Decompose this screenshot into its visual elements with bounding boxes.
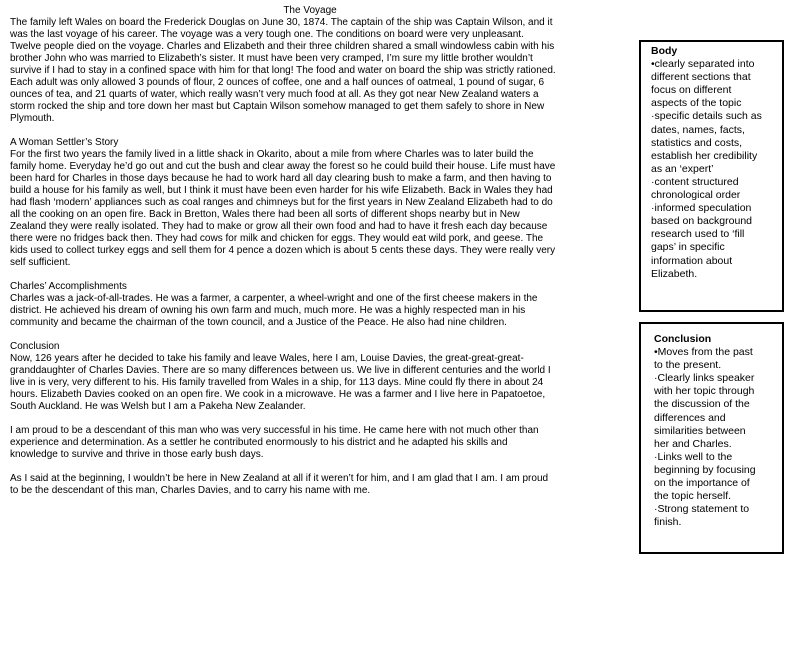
body-annotation-heading: Body	[651, 45, 678, 57]
settler-heading: A Woman Settler’s Story	[10, 137, 119, 148]
voyage-paragraph: The family left Wales on board the Frederick Douglas on June 30, 1874. The captain of the ship was Captain Wilson, and it was the last voyage of his career. The voyage was a very tough one. The conditions on board were very unpleasant. Twelve people died on the voyage. Charles and Elizabeth and their three children shared a small windowless cabin with his brother John who was married to Elizabeth’s sister. It must have been very cramped, I’m sure my little brother wouldn’t survive if I had to stay in a confined space with him for that long! The food and water on board the ship was strictly rationed. Each adult was only allowed 3 pounds of flour, 2 ounces of coffee, one and a half ounces of oatmeal, 1 pound of sugar, 6 ounces of tea, and 21 quarts of water, which really wasn’t very much food at all. As they got near New Zealand waters a storm rocked the ship and tore down her mast but Captain Wilson somehow managed to get them safely to shore in New Plymouth.	[10, 17, 556, 124]
paragraph-gap	[10, 413, 610, 425]
paragraph-gap	[10, 125, 610, 137]
paragraph-gap	[10, 329, 610, 341]
essay-document	[10, 5, 610, 497]
body-annotation-text: •clearly separated into different sections that focus on different aspects of the topic ·specific details such as dates, names, facts, statistics and costs, establish her credibility as an ‘expert’ ·content structured chronological order ·informed speculation based on background research used to ‘fill gaps’ in specific information about Elizabeth.	[651, 58, 762, 280]
accomplishments-paragraph: Charles was a jack-of-all-trades. He was a farmer, a carpenter, a wheel-wright and one of the first cheese makers in the district. He achieved his dream of owning his own farm and much, much more. He was a highly respected man in his community and became the chairman of the town council, and a Justice of the Peace. He also had nine children.	[10, 293, 538, 328]
conclusion-heading: Conclusion	[10, 341, 60, 352]
conclusion-paragraph: Now, 126 years after he decided to take his family and leave Wales, here I am, Louise Davies, the great-great-great- granddaughter of Charles Davies. There are so many differences between us. We live in different centuries and the world I live in is very, very different to his. His family travelled from Wales in a ship, for 113 days. Mine could fly there in about 24 hours. Elizabeth Davies cooked on an open fire. We cook in a microwave. He was a farmer and I live here in Papatoetoe, South Auckland. He was Welsh but I am a Pakeha New Zealander.	[10, 353, 551, 412]
body-annotation-box	[639, 40, 784, 312]
paragraph-gap	[10, 269, 610, 281]
conclusion-annotation-text: •Moves from the past to the present. ·Clearly links speaker with her topic through the discussion of the differences and similarities between her and Charles. ·Links well to the beginning by focusing on the importance of the topic herself. ·Strong statement to finish.	[654, 346, 756, 529]
paragraph-gap	[10, 461, 610, 473]
accomplishments-heading: Charles’ Accomplishments	[10, 281, 127, 292]
settler-paragraph: For the first two years the family lived in a little shack in Okarito, about a mile from where Charles was to later build the family home. Everyday he’d go out and cut the bush and clear away the forest so he could build their house. Life must have been hard for Charles in those days because he had to work hard all day clearing bush to make a farm, and then having to build a house for his family as well, but I think it must have been even harder for his wife Elizabeth. Back in Wales they had had flash ‘modern’ appliances such as coal ranges and chimneys but for the first years in New Zealand Elizabeth had to do all the cooking on an open fire. Back in Bretton, Wales there had been all sorts of different shops nearby but in New Zealand they were really isolated. They had to make or grow all their own food and had to have it fresh each day because there were no fridges back then. They had cows for milk and chicken for eggs. They would eat wild pork, and geese. The kids used to collect turkey eggs and sell them for 4 pence a dozen which is about 5 cents these days. They were really very self sufficient.	[10, 149, 556, 268]
closing-paragraph: As I said at the beginning, I wouldn’t be here in New Zealand at all if it weren’t for him, and I am glad that I am. I am proud to be the descendant of this man, Charles Davies, and to carry his name with me.	[10, 473, 549, 496]
proud-paragraph: I am proud to be a descendant of this man who was very successful in his time. He came here with not much other than experience and determination. As a settler he contributed enormously to his district and he adapted his skills and knowledge to survive and thrive in those early bush days.	[10, 425, 539, 460]
conclusion-annotation-heading: Conclusion	[654, 333, 712, 345]
conclusion-annotation-box	[639, 322, 784, 554]
document-title: The Voyage	[283, 5, 337, 16]
